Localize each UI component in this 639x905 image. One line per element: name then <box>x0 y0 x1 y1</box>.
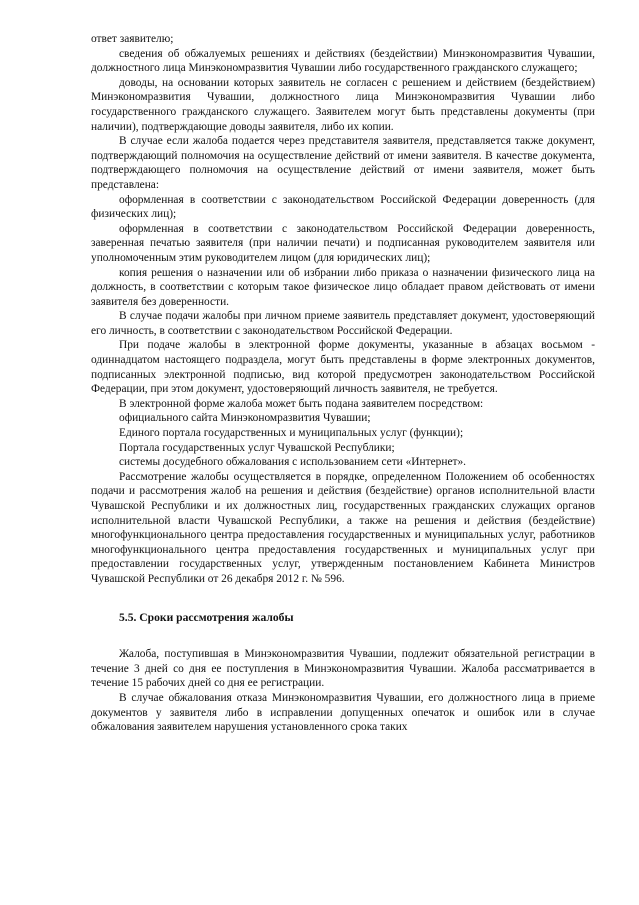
document-body-top <box>91 32 595 587</box>
paragraph: Жалоба, поступившая в Минэкономразвития Чувашии, подлежит обязательной регистрации в течение 3 дней со дня ее поступления в Минэкономразвития Чувашии. Жалоба рассматривается в течение 15 рабочих дней со дня ее регистрации. <box>91 648 595 690</box>
paragraph: При подаче жалобы в электронной форме документы, указанные в абзацах восьмом - одиннадцатом настоящего подраздела, могут быть представлены в форме электронных документов, подписанных электронной подписью, вид которой предусмотрен законодательством Российской Федерации, при этом документ, удостоверяющий личность заявителя, не требуется. <box>91 339 595 396</box>
paragraph: В электронной форме жалоба может быть подана заявителем посредством: <box>119 397 484 410</box>
document-body-bottom <box>91 647 595 735</box>
paragraph: официального сайта Минэкономразвития Чувашии; <box>119 412 371 425</box>
paragraph: сведения об обжалуемых решениях и действиях (бездействии) Минэкономразвития Чувашии, должностного лица Минэкономразвития Чувашии либо государственного гражданского служащего; <box>91 47 595 75</box>
paragraph: Портала государственных услуг Чувашской Республики; <box>119 441 395 454</box>
paragraph: доводы, на основании которых заявитель не согласен с решением и действием (бездействием) Минэкономразвития Чувашии, должностного лица Минэкономразвития Чувашии либо государственного гражданского служащего. Заявителем могут быть представлены документы (при наличии), подтверждающие доводы заявителя, либо их копии. <box>91 76 595 133</box>
paragraph: копия решения о назначении или об избрании либо приказа о назначении физического лица на должность, в соответствии с которым такое физическое лицо обладает правом действовать от имени заявителя без доверенности. <box>91 266 595 308</box>
paragraph: системы досудебного обжалования с использованием сети «Интернет». <box>119 456 467 469</box>
document-page <box>91 32 595 735</box>
paragraph: ответ заявителю; <box>91 33 174 45</box>
paragraph: В случае если жалоба подается через представителя заявителя, представляется также документ, подтверждающий полномочия на осуществление действий от имени заявителя. В качестве документа, подтверждающего полномочия на осуществление действий от имени заявителя, может быть представлена: <box>91 135 595 191</box>
paragraph: Рассмотрение жалобы осуществляется в порядке, определенном Положением об особенностях подачи и рассмотрения жалоб на решения и действия (бездействие) органов исполнительной власти Чувашской Республики и их должностных лиц, государственных гражданских служащих органов исполнительной власти Чувашской Республики, а также на решения и действия (бездействие) многофункционального центра предоставления государственных и муниципальных услуг, работников многофункционального центра предоставления государственных и муниципальных услуг при предоставлении государственных услуг, утвержденным постановлением Кабинета Министров Чувашской Республики от 26 декабря 2012 г. № 596. <box>91 470 595 585</box>
paragraph: оформленная в соответствии с законодательством Российской Федерации доверенность, заверенная печатью заявителя (при наличии печати) и подписанная руководителем заявителя или уполномоченным этим руководителем лицом (для юридических лиц); <box>91 222 595 264</box>
paragraph: В случае обжалования отказа Минэкономразвития Чувашии, его должностного лица в приеме документов у заявителя либо в исправлении допущенных опечаток и ошибок или в случае обжалования заявителем нарушения установленного срока таких <box>91 691 595 734</box>
paragraph: Единого портала государственных и муниципальных услуг (функции); <box>119 427 464 440</box>
section-heading: 5.5. Сроки рассмотрения жалобы <box>119 610 294 624</box>
paragraph: оформленная в соответствии с законодательством Российской Федерации доверенность (для физических лиц); <box>91 193 595 221</box>
paragraph: В случае подачи жалобы при личном приеме заявитель представляет документ, удостоверяющий его личность, в соответствии с законодательством Российской Федерации. <box>91 310 595 337</box>
